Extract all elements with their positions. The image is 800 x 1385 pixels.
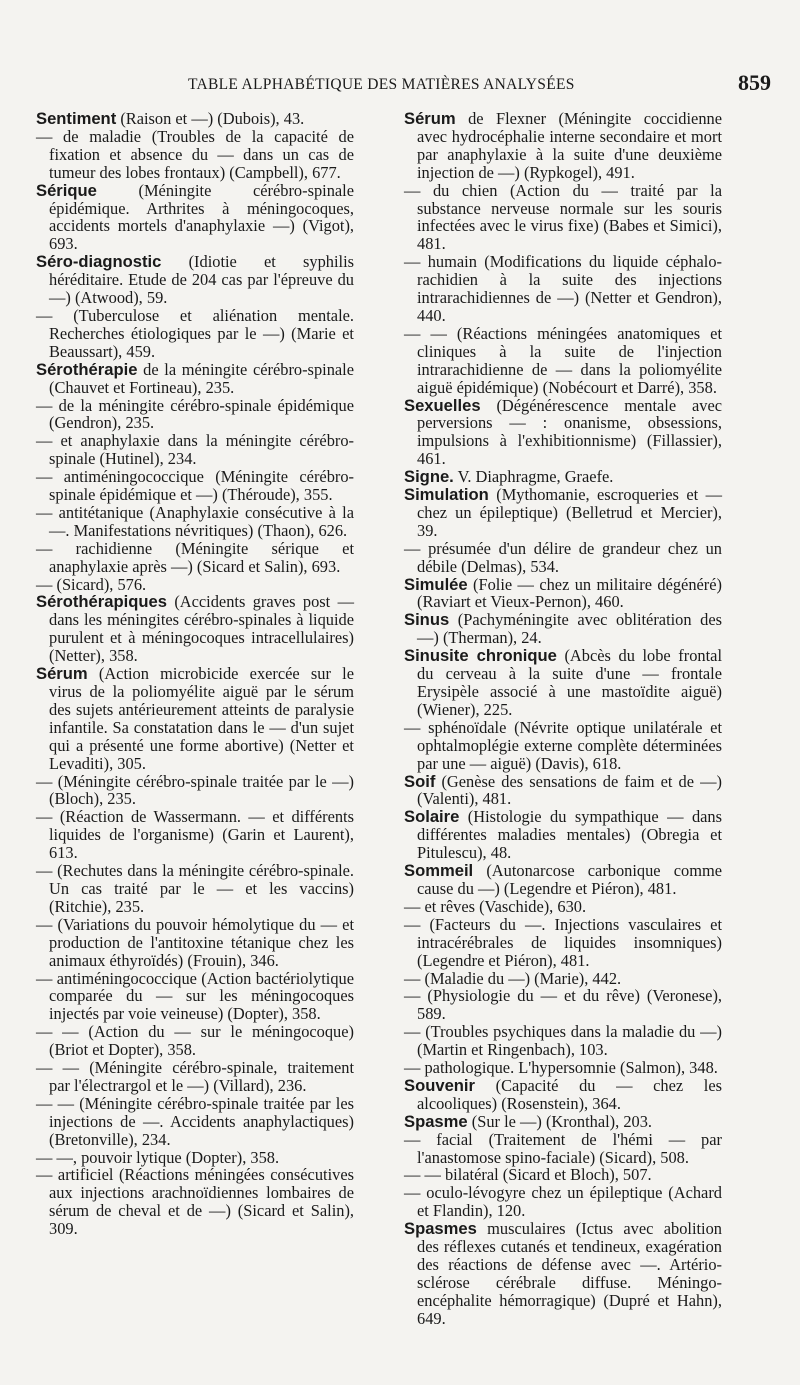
index-entry (36, 397, 354, 433)
index-entry (404, 1184, 722, 1220)
entry-text: — (Facteurs du —. Injections vasculaires et intracérébrales de liquides insomniques) (Legendre et Piéron), 481. (404, 914, 722, 970)
index-entry (404, 540, 722, 576)
index-entry (36, 1166, 354, 1238)
entry-text: (Abcès du lobe frontal du cerveau à la suite d'une — frontale Erysipèle associé à une mastoïdite aiguë) (Wiener), 225. (417, 646, 722, 719)
entry-text: (Mythomanie, escroqueries et — chez un épileptique) (Belletrud et Mercier), 39. (417, 485, 722, 540)
entry-text: — — (Méningite cérébro-spinale traitée par les injections de —. Accidents anaphylactiques) (Bretonville), 234. (36, 1093, 354, 1149)
entry-text: (Dégénérescence mentale avec perversions — : onanisme, obsessions, impulsions à l'exhibitionnisme) (Fillassier), 461. (417, 395, 722, 469)
entry-text: — — (Action du — sur le méningocoque) (Briot et Dopter), 358. (36, 1022, 354, 1060)
entry-text: (Idiotie et syphilis héréditaire. Etude de 204 cas par l'épreuve du —) (Atwood), 59. (49, 252, 354, 308)
entry-text: — (Rechutes dans la méningite cérébro-spinale. Un cas traité par le — et les vaccins) (Ritchie), 235. (36, 861, 354, 916)
index-entry (36, 808, 354, 862)
entry-text: (Pachyméningite avec oblitération des —) (Therman), 24. (417, 610, 722, 648)
index-entry (404, 1166, 722, 1184)
index-entry (404, 110, 722, 182)
index-entry (36, 970, 354, 1024)
index-entry (404, 397, 722, 469)
entry-text: — artificiel (Réactions méningées consécutives aux injections arachnoïdiennes lombaires de sérum de cheval et de —) (Sicard et Salin), 309. (36, 1165, 354, 1239)
entry-text: (Histologie du sympathique — dans différentes maladies mentales) (Obregia et Pitulescu), 48. (417, 807, 722, 863)
entry-text: — de la méningite cérébro-spinale épidémique (Gendron), 235. (36, 395, 354, 433)
index-entry (404, 1059, 722, 1077)
index-entry (36, 253, 354, 307)
index-entry (404, 486, 722, 540)
entry-headword: Spasmes (404, 1219, 477, 1239)
index-entry (404, 862, 722, 898)
index-entry (404, 1077, 722, 1113)
entry-headword: Spasme (404, 1111, 468, 1131)
entry-text: (Action microbicide exercée sur le virus de la poliomyélite aiguë par le sérum des sujets antérieurement atteints de paralysie infantile. Sa constatation dans le — d'un sujet qui a présenté une forme abortive) (Netter et Levaditi), 305. (49, 664, 354, 773)
index-entry (36, 1023, 354, 1059)
page-header (30, 70, 775, 100)
index-entry (36, 307, 354, 361)
index-entry (36, 128, 354, 182)
entry-text: — antitétanique (Anaphylaxie consécutive à la —. Manifestations névritiques) (Thaon), 626. (36, 502, 354, 540)
entry-text: (Folie — chez un militaire dégénéré) (Raviart et Vieux-Pernon), 460. (417, 574, 722, 612)
entry-text: de Flexner (Méningite coccidienne avec hydrocéphalie interne secondaire et mort par anaphylaxie à la suite d'une deuxième injection de —) (Rypkogel), 491. (417, 109, 722, 182)
page-number: 859 (738, 70, 771, 95)
entry-text: — antiméningococcique (Action bactériolytique comparée du — sur les méningocoques injectés par voie veineuse) (Dopter), 358. (36, 968, 354, 1024)
entry-text: — (Variations du pouvoir hémolytique du — et production de l'antitoxine tétanique chez les animaux éthyroïdés) (Frouin), 346. (36, 914, 354, 970)
entry-headword: Séro-diagnostic (36, 252, 162, 272)
entry-text: V. Diaphragme, Graefe. (453, 467, 614, 487)
entry-headword: Sérum (36, 664, 88, 684)
entry-headword: Soif (404, 771, 436, 791)
entry-text: — (Tuberculose et aliénation mentale. Recherches étiologiques par le —) (Marie et Beaussart), 459. (36, 305, 354, 361)
index-entry (36, 361, 354, 397)
entry-text: — rachidienne (Méningite sérique et anaphylaxie après —) (Sicard et Salin), 693. (36, 538, 354, 576)
entry-headword: Souvenir (404, 1075, 476, 1095)
index-entry (36, 504, 354, 540)
entry-headword: Solaire (404, 807, 460, 827)
entry-text: (Capacité du — chez les alcooliques) (Rosenstein), 364. (417, 1075, 722, 1113)
index-entry (36, 773, 354, 809)
index-entry (404, 1131, 722, 1167)
entry-text: — — (Méningite cérébro-spinale, traitement par l'électrargol et le —) (Villard), 236. (36, 1058, 354, 1095)
entry-text: (Sur le —) (Kronthal), 203. (467, 1111, 653, 1131)
index-entry (404, 182, 722, 254)
entry-text: — et rêves (Vaschide), 630. (404, 896, 587, 916)
entry-text: — (Troubles psychiques dans la maladie du —) (Martin et Ringenbach), 103. (404, 1022, 722, 1060)
index-entry (36, 1059, 354, 1095)
index-entry (36, 1095, 354, 1149)
entry-text: — — (Réactions méningées anatomiques et cliniques à la suite de l'injection intrarachidienne de — dans la poliomyélite aiguë épidémique) (Nobécourt et Darré), 358. (404, 323, 722, 397)
entry-text: — antiméningococcique (Méningite cérébro-spinale épidémique et —) (Théroude), 355. (36, 467, 354, 505)
entry-text: (Autonarcose carbonique comme cause du —) (Legendre et Piéron), 481. (417, 861, 722, 898)
index-entry (404, 987, 722, 1023)
entry-text: (Raison et —) (Dubois), 43. (116, 109, 305, 128)
entry-headword: Signe. (404, 467, 454, 487)
index-entry (36, 468, 354, 504)
entry-text: — oculo-lévogyre chez un épileptique (Achard et Flandin), 120. (404, 1183, 722, 1221)
entry-text: — (Réaction de Wassermann. — et différents liquides de l'organisme) (Garin et Laurent), 613. (36, 807, 354, 863)
running-title: TABLE ALPHABÉTIQUE DES MATIÈRES ANALYSÉES (188, 76, 575, 93)
entry-headword: Sérothérapiques (36, 592, 167, 612)
index-entry (404, 253, 722, 325)
right-column (404, 110, 722, 1328)
index-entry (36, 916, 354, 970)
entry-headword: Sexuelles (404, 395, 481, 415)
entry-text: (Genèse des sensations de faim et de —) (Valenti), 481. (417, 771, 722, 809)
entry-headword: Simulation (404, 485, 489, 505)
index-entry (404, 1220, 722, 1327)
entry-text: — —, pouvoir lytique (Dopter), 358. (36, 1147, 280, 1167)
index-entry (404, 576, 722, 612)
entry-headword: Simulée (404, 574, 468, 594)
index-entry (404, 1023, 722, 1059)
index-entry (36, 540, 354, 576)
index-entry (36, 182, 354, 254)
index-entry (404, 325, 722, 397)
index-entry (404, 970, 722, 988)
entry-headword: Sommeil (404, 861, 474, 881)
entry-text: de la méningite cérébro-spinale (Chauvet et Fortineau), 235. (49, 359, 354, 397)
index-entry (404, 1113, 722, 1131)
entry-text: — facial (Traitement de l'hémi — par l'anastomose spino-faciale) (Sicard), 508. (404, 1129, 722, 1167)
index-entry (36, 862, 354, 916)
index-entry (404, 647, 722, 719)
entry-headword: Sinus (404, 610, 450, 630)
entry-text: — (Méningite cérébro-spinale traitée par le —) (Bloch), 235. (36, 771, 354, 809)
entry-text: musculaires (Ictus avec abolition des réflexes cutanés et tendineux, exagération des réactions de défense avec —. Artério-sclérose cérébrale diffuse. Méningo-encéphalite hémorragique) (Dupré et Hahn), 649. (417, 1219, 722, 1328)
index-entry (36, 593, 354, 665)
entry-text: — pathologique. L'hypersomnie (Salmon), 348. (404, 1058, 718, 1078)
entry-text: — (Physiologie du — et du rêve) (Veronese), 589. (404, 986, 722, 1024)
entry-text: — de maladie (Troubles de la capacité de fixation et absence du — dans un cas de tumeur des lobes frontaux) (Campbell), 677. (36, 126, 354, 182)
entry-headword: Sérothérapie (36, 359, 138, 379)
index-entry (404, 719, 722, 773)
entry-headword: Sinusite chronique (404, 646, 557, 666)
index-entry (404, 773, 722, 809)
entry-text: — (Sicard), 576. (36, 574, 147, 594)
entry-text: (Accidents graves post — dans les méningites cérébro-spinales à liquide purulent et à méningocoques intracellulaires) (Netter), 358. (49, 592, 354, 666)
index-entry (36, 1149, 354, 1167)
index-entry (404, 898, 722, 916)
index-entry (36, 576, 354, 594)
entry-headword: Sérique (36, 180, 97, 200)
index-entry (36, 665, 354, 772)
index-entry (36, 110, 354, 128)
entry-text: — sphénoïdale (Névrite optique unilatérale et ophtalmoplégie externe complète déterminées par une — aiguë) (Davis), 618. (404, 717, 722, 773)
entry-text: — présumée d'un délire de grandeur chez un débile (Delmas), 534. (404, 538, 722, 576)
entry-text: — — bilatéral (Sicard et Bloch), 507. (404, 1165, 652, 1185)
index-entry (404, 916, 722, 970)
entry-text: — du chien (Action du — traité par la substance nerveuse normale sur les souris infectées avec le virus fixe) (Babes et Simici), 481. (404, 180, 722, 254)
entry-headword: Sentiment (36, 109, 117, 128)
entry-text: — (Maladie du —) (Marie), 442. (404, 968, 622, 988)
left-column (36, 110, 354, 1238)
index-entry (404, 468, 722, 486)
entry-text: — et anaphylaxie dans la méningite cérébro-spinale (Hutinel), 234. (36, 431, 354, 469)
index-entry (404, 611, 722, 647)
entry-text: — humain (Modifications du liquide céphalo-rachidien à la suite des injections intrarachidiennes de —) (Netter et Gendron), 440. (404, 252, 722, 325)
index-entry (36, 432, 354, 468)
entry-headword: Sérum (404, 109, 456, 128)
index-entry (404, 808, 722, 862)
entry-text: (Méningite cérébro-spinale épidémique. Arthrites à méningocoques, accidents mortels d'anaphylaxie —) (Vigot), 693. (49, 180, 354, 254)
